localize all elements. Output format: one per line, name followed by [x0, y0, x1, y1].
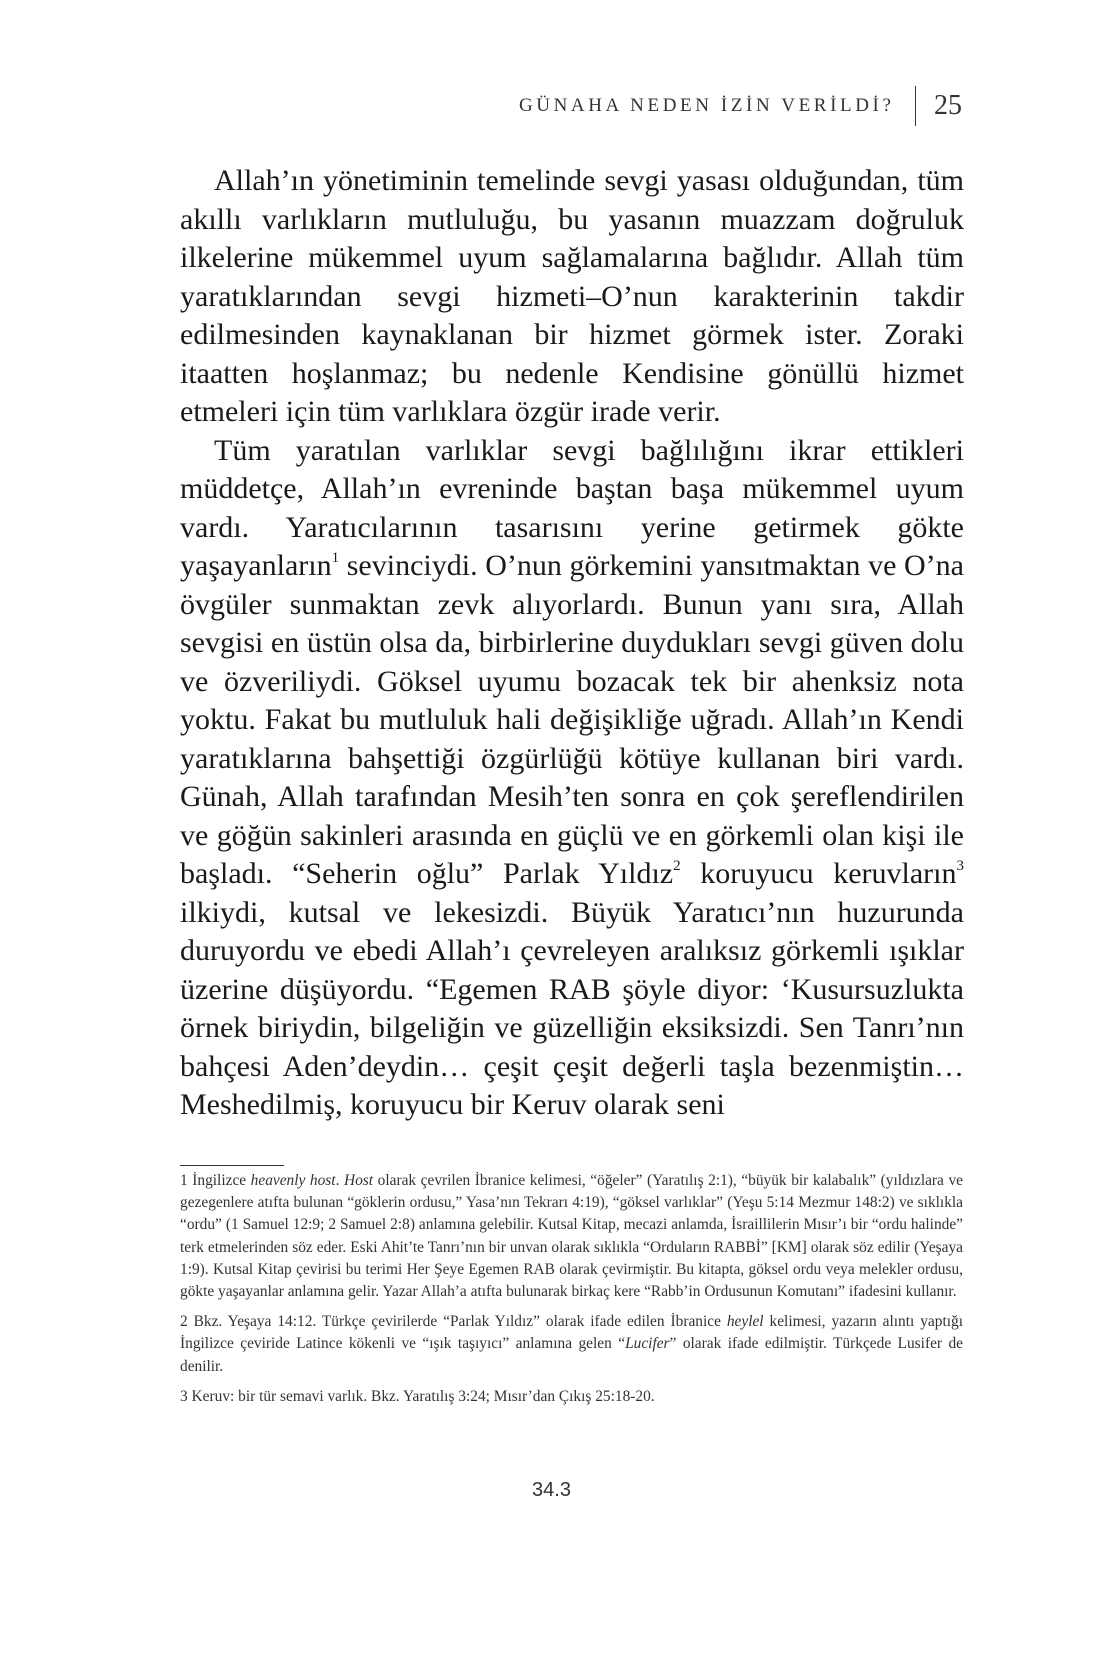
footnote-ref-2[interactable]: 2	[673, 858, 681, 874]
paragraph-2	[180, 432, 964, 1125]
body-text	[180, 162, 964, 1125]
footnote-1	[180, 1170, 963, 1303]
footnote-separator	[180, 1165, 284, 1166]
footnote-number: 1	[180, 1172, 188, 1189]
header-divider	[915, 86, 917, 126]
footnote-italic-term: heylel	[726, 1313, 764, 1331]
footnote-text: İngilizce	[187, 1172, 251, 1189]
running-header	[519, 86, 962, 126]
footnotes	[180, 1170, 963, 1416]
footnote-text: ” olarak ifade edilmiştir. Türkçede Lusifer de denilir.	[180, 1335, 963, 1375]
footnote-text: olarak çevrilen İbranice kelimesi, “öğeler” (Yaratılış 2:1), “büyük bir kalabalık” (yıldızlara ve gezegenlere atıfta bulunan “göklerin ordusu,” Yasa’nın Tekrarı 4:19), “göksel varlıklar” (Yeşu 5:14 Mezmur 148:2) ve sıklıkla “ordu” (1 Samuel 12:9; 2 Samuel 2:8) anlamına gelebilir. Kutsal Kitap, mecazi anlamda, İsraillilerin Mısır’ı bir “ordu halinde” terk etmelerinden söz eder. Eski Ahit’te Tanrı’nın bir unvan olarak sıklıkla “Orduların RABBİ” [KM] olarak söz edilir (Yeşaya 1:9). Kutsal Kitap çevirisi bu terimi Her Şeye Egemen RAB olarak çevirmiştir. Bu kitapta, göksel ordu veya melekler ordusu, gökte yaşayanlar anlamına gelir. Yazar Allah’a atıfta bulunarak birkaç kere “Rabb’in Ordusunun Komutanı” ifadesini kullanır.	[180, 1172, 963, 1301]
footnote-number: 2	[180, 1313, 188, 1331]
footnote-text: kelimesi, yazarın alıntı yaptığı İngilizce çeviride Latince kökenli ve “ışık taşıyıcı” anlamına gelen “	[180, 1313, 963, 1353]
paragraph-2-part-3: koruyucu keruvların	[680, 857, 957, 890]
footnote-number: 3	[180, 1387, 188, 1405]
footnote-text: Bkz. Yeşaya 14:12. Türkçe çevirilerde “Parlak Yıldız” olarak ifade edilen İbranice	[187, 1313, 727, 1331]
folio-marker: 34.3	[532, 1479, 571, 1501]
footnote-3	[180, 1386, 963, 1408]
footnote-2	[180, 1311, 963, 1378]
footnote-italic-term: Lucifer	[625, 1335, 670, 1353]
page-number: 25	[934, 90, 962, 121]
running-title: GÜNAHA NEDEN İZİN VERİLDİ?	[518, 95, 895, 116]
footnote-ref-1[interactable]: 1	[331, 550, 340, 566]
footnote-ref-3[interactable]: 3	[956, 858, 964, 874]
footnote-italic-term: heavenly host	[250, 1172, 336, 1189]
paragraph-2-part-4: ilkiydi, kutsal ve lekesizdi. Büyük Yaratıcı’nın huzurunda duruyordu ve ebedi Allah’ı çevreleyen aralıksız görkemli ışıklar üzerine düşüyordu. “Egemen RAB şöyle diyor: ‘Kusursuzlukta örnek biriydin, bilgeliğin ve güzelliğin eksiksizdi. Sen Tanrı’nın bahçesi Aden’deydin… çeşit çeşit değerli taşla bezenmiştin… Meshedilmiş, koruyucu bir Keruv olarak seni	[180, 895, 964, 1121]
paragraph-2-part-2: sevinciydi. O’nun görkemini yansıtmaktan ve O’na övgüler sunmaktan zevk alıyorlardı. Bunun yanı sıra, Allah sevgisi en üstün olsa da, birbirlerine duydukları sevgi güven dolu ve özveriliydi. Göksel uyumu bozacak tek bir ahenksiz nota yoktu. Fakat bu mutluluk hali değişikliğe uğradı. Allah’ın Kendi yaratıklarına bahşettiği özgürlüğü kötüye kullanan biri vardı. Günah, Allah tarafından Mesih’ten sonra en çok şereflendirilen ve göğün sakinleri arasında en güçlü ve en görkemli olan kişi ile başladı. “Seherin oğlu” Parlak Yıldız	[180, 549, 964, 890]
footnote-italic-term: Host	[344, 1172, 374, 1189]
paragraph-1: Allah’ın yönetiminin temelinde sevgi yasası olduğundan, tüm akıllı varlıkların mutluluğu, bu yasanın muazzam doğruluk ilkelerine mükemmel uyum sağlamalarına bağlıdır. Allah tüm yaratıklarından sevgi hizmeti–O’nun karakterinin takdir edilmesinden kaynaklanan bir hizmet görmek ister. Zoraki itaatten hoşlanmaz; bu nedenle Kendisine gönüllü hizmet etmeleri için tüm varlıklara özgür irade verir.	[180, 164, 964, 428]
paragraph-2-part-1: Tüm yaratılan varlıklar sevgi bağlılığını ikrar ettikleri müddetçe, Allah’ın evreninde baştan başa mükemmel uyum vardı. Yaratıcılarının tasarısını yerine getirmek gökte yaşayanların	[180, 433, 964, 582]
footnote-text: .	[335, 1172, 344, 1189]
footnote-text: Keruv: bir tür semavi varlık. Bkz. Yaratılış 3:24; Mısır’dan Çıkış 25:18-20.	[187, 1387, 655, 1405]
